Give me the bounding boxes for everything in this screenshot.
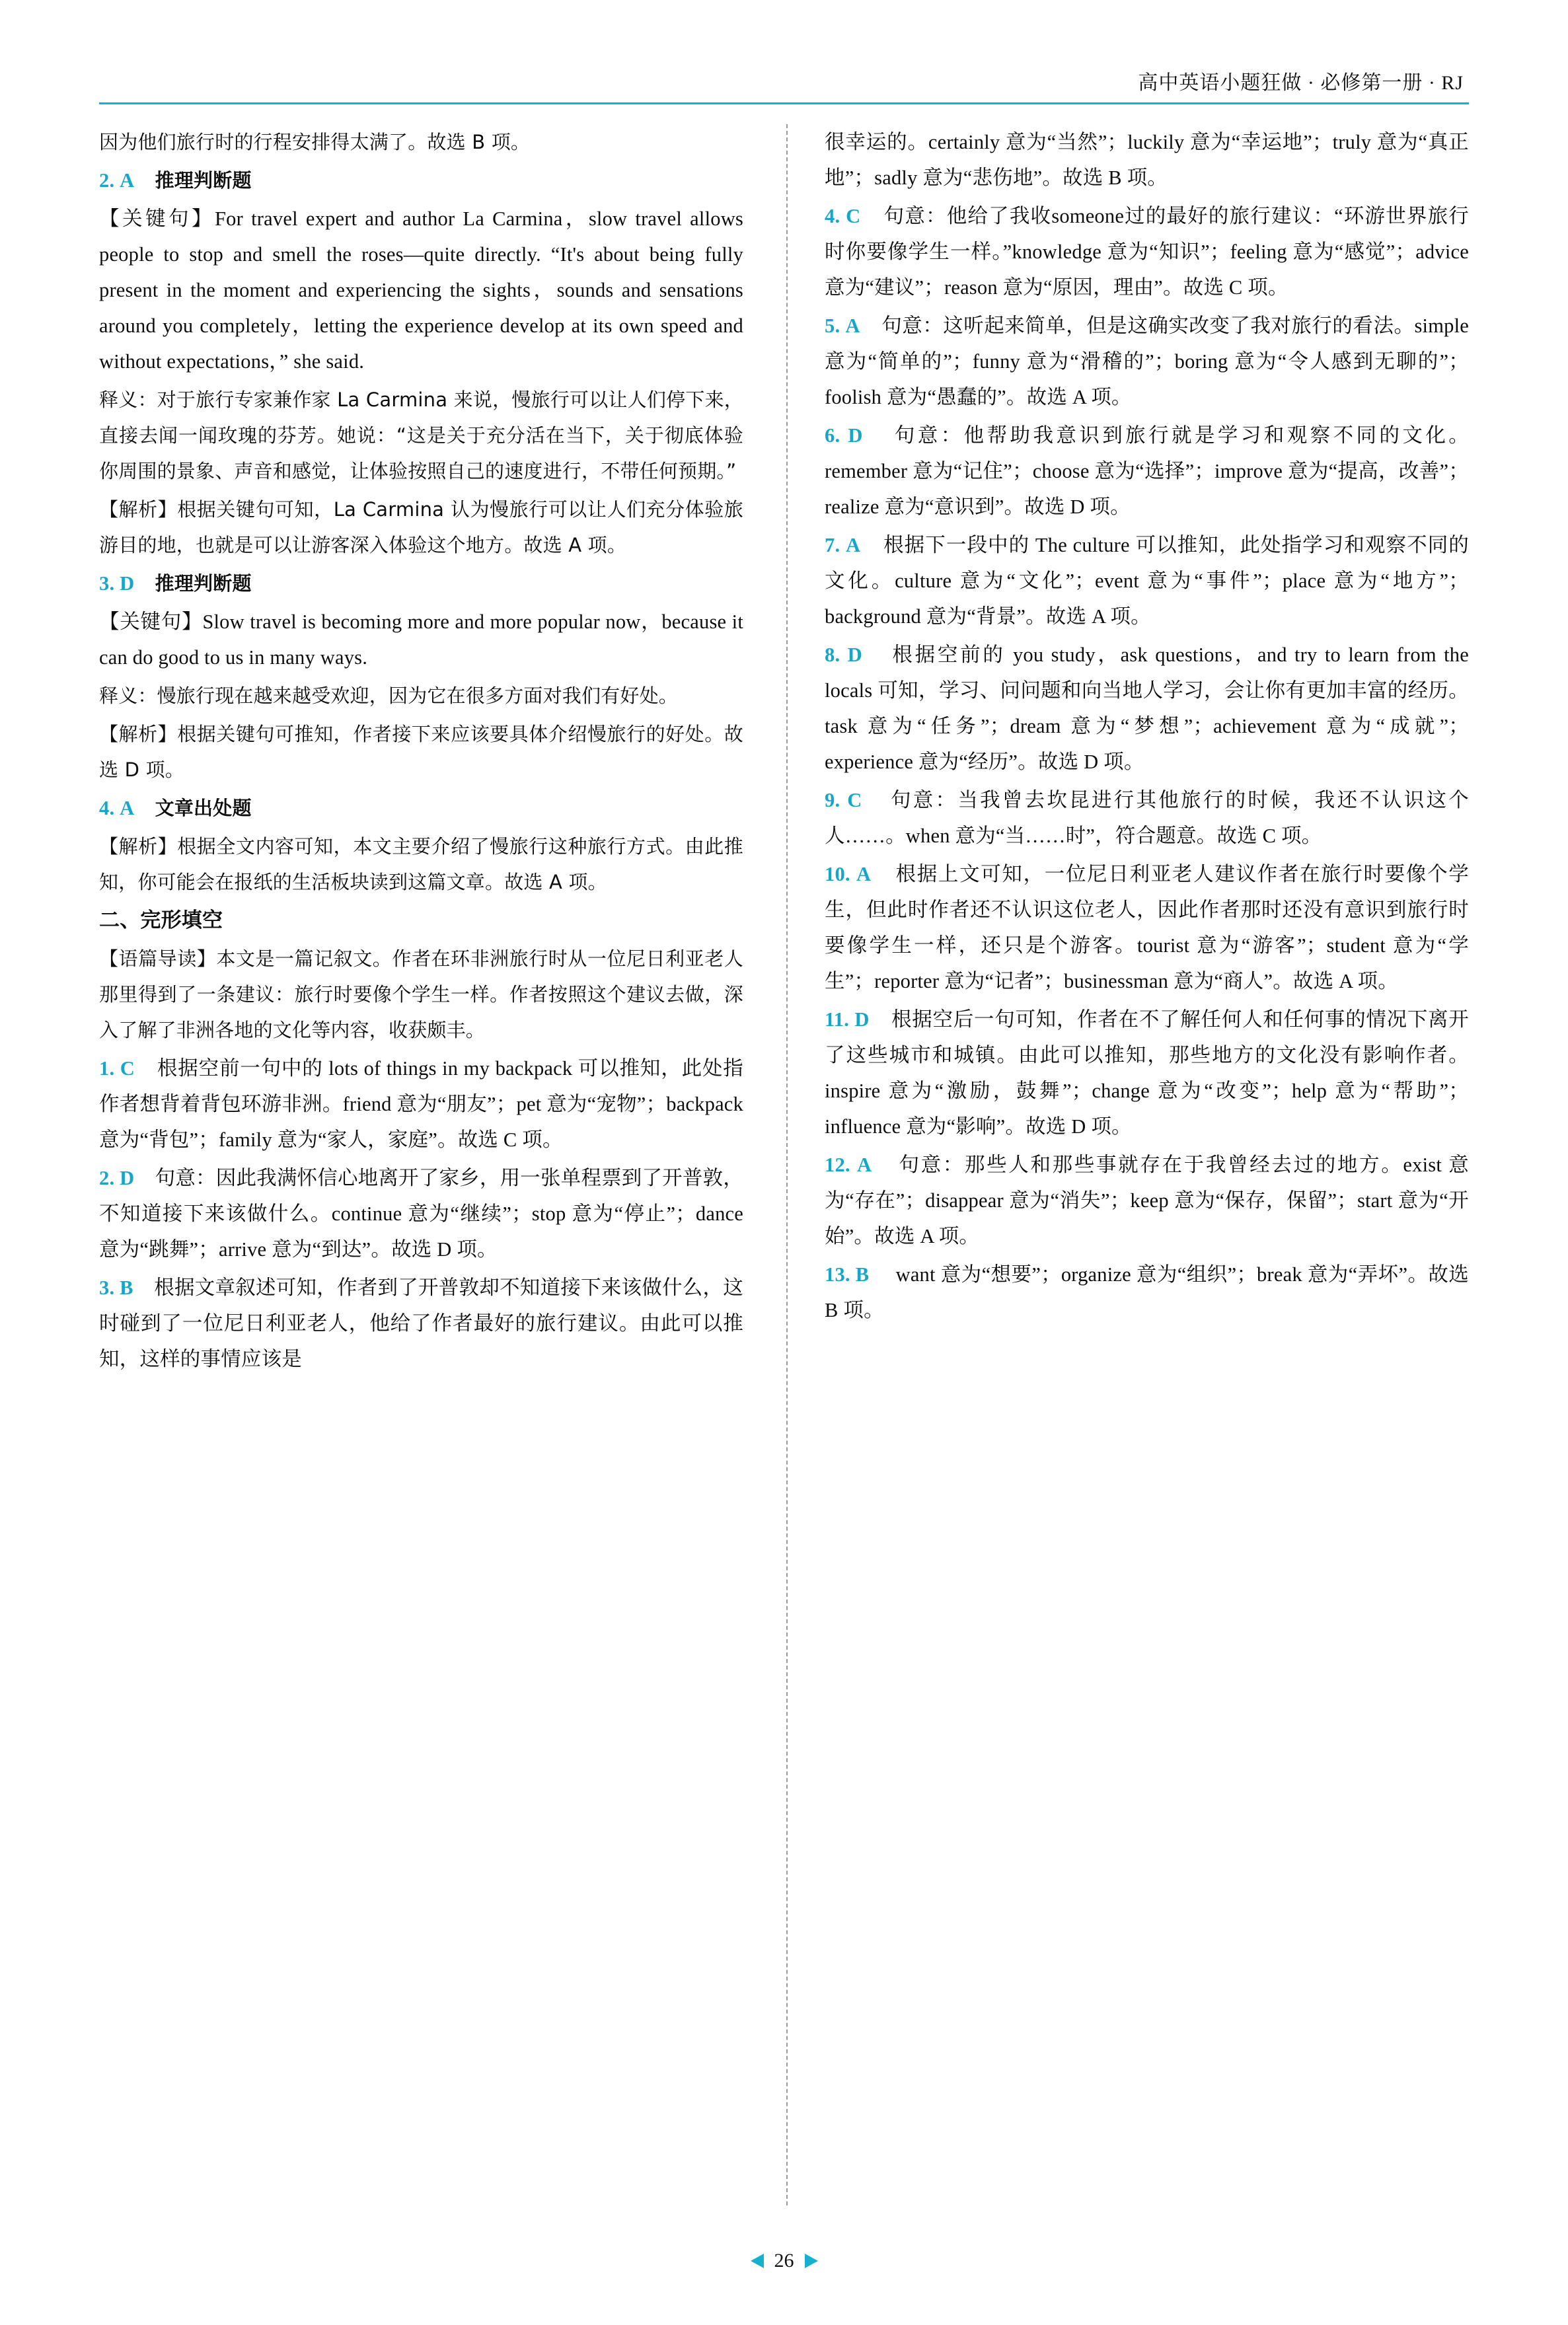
header-divider-rule	[99, 102, 1469, 104]
answer-heading: 13. B want 意为“想要”；organize 意为“组织”；break 意为“弄坏”。故选 B 项。	[825, 1263, 1469, 1321]
analysis: 【解析】根据关键句可推知，作者接下来应该要具体介绍慢旅行的好处。故选 D 项。	[99, 723, 743, 781]
answer-heading: 7. A 根据下一段中的 The culture 可以推知，此处指学习和观察不同的文化。culture 意为“文化”；event 意为“事件”；place 意为“地方”；background 意为“背景”。故选 A 项。	[825, 534, 1469, 628]
page-footer	[0, 2250, 1568, 2280]
answer-heading: 5. A 句意：这听起来简单，但是这确实改变了我对旅行的看法。simple 意为“简单的”；funny 意为“滑稽的”；boring 意为“令人感到无聊的”；foolish 意为“愚蠢的”。故选 A 项。	[825, 314, 1469, 408]
translation: 释义：对于旅行专家兼作家 La Carmina 来说，慢旅行可以让人们停下来，直接去闻一闻玫瑰的芬芳。她说：“这是关于充分活在当下，关于彻底体验你周围的景象、声音和感觉，让体验按照自己的速度进行，不带任何预期。”	[99, 388, 743, 482]
answer-heading: 10. A 根据上文可知，一位尼日利亚老人建议作者在旅行时要像个学生，但此时作者还不认识这位老人，因此作者那时还没有意识到旅行时要像学生一样，还只是个游客。tourist 意为“游客”；student 意为“学生”；reporter 意为“记者”；businessman 意为“商人”。故选 A 项。	[825, 863, 1469, 992]
answer-heading: 4. C 句意：他给了我收someone过的最好的旅行建议：“环游世界旅行时你要像学生一样。”knowledge 意为“知识”；feeling 意为“感觉”；advice 意为“建议”；reason 意为“原因，理由”。故选 C 项。	[825, 205, 1469, 299]
answer-heading: 2. D 句意：因此我满怀信心地离开了家乡，用一张单程票到了开普敦，不知道接下来该做什么。continue 意为“继续”；stop 意为“停止”；dance 意为“跳舞”；arrive 意为“到达”。故选 D 项。	[99, 1167, 743, 1261]
passage-guide: 【语篇导读】本文是一篇记叙文。作者在环非洲旅行时从一位尼日利亚老人那里得到了一条建议：旅行时要像个学生一样。作者按照这个建议去做，深入了解了非洲各地的文化等内容，收获颇丰。	[99, 947, 743, 1041]
page-header	[99, 63, 1469, 104]
answer-heading: 12. A 句意：那些人和那些事就存在于我曾经去过的地方。exist 意为“存在”；disappear 意为“消失”；keep 意为“保存，保留”；start 意为“开始”。故选 A 项。	[825, 1154, 1469, 1247]
key-sentence: 【关键句】Slow travel is becoming more and more popular now，because it can do good to us in many ways.	[99, 610, 743, 669]
book-title: 高中英语小题狂做 · 必修第一册 · RJ	[1138, 72, 1464, 94]
right-column	[825, 124, 1469, 2212]
answer-heading	[825, 1407, 1469, 1443]
answer-heading: 3. D 推理判断题	[99, 572, 252, 595]
translation: 释义：慢旅行现在越来越受欢迎，因为它在很多方面对我们有好处。	[99, 684, 679, 707]
answer-heading: 11. D 根据空后一句可知，作者在不了解任何人和任何事的情况下离开了这些城市和城镇。由此可以推知，那些地方的文化没有影响作者。inspire 意为“激励，鼓舞”；change 意为“改变”；help 意为“帮助”；influence 意为“影响”。故选 D 项。	[825, 1008, 1469, 1138]
left-column	[99, 124, 743, 2212]
key-sentence: 【关键句】For travel expert and author La Carmina，slow travel allows people to stop and smell the roses—quite directly. “It's about being fully present in the moment and experiencing the sights，sounds and sensations around you completely，letting the experience develop at its own speed and without expectations，” she said.	[99, 207, 743, 373]
analysis: 【解析】根据全文内容可知，本文主要介绍了慢旅行这种旅行方式。由此推知，你可能会在报纸的生活板块读到这篇文章。故选 A 项。	[99, 835, 743, 893]
answer-heading: 9. C 句意：当我曾去坎昆进行其他旅行的时候，我还不认识这个人……。when 意为“当……时”，符合题意。故选 C 项。	[825, 789, 1469, 847]
answer-heading: 8. D 根据空前的 you study，ask questions，and try to learn from the locals 可知，学习、问问题和向当地人学习，会让你有更加丰富的经历。task 意为“任务”；dream 意为“梦想”；achievement 意为“成就”；experience 意为“经历”。故选 D 项。	[825, 644, 1469, 773]
answer-heading	[825, 1369, 1469, 1405]
page-number: 26	[774, 2250, 794, 2271]
answer-heading: 4. A 文章出处题	[99, 797, 252, 819]
answer-heading	[825, 1331, 1469, 1366]
answer-heading: 2. A 推理判断题	[99, 169, 252, 192]
paragraph: 因为他们旅行时的行程安排得太满了。故选 B 项。	[99, 131, 531, 153]
section-heading: 二、完形填空	[99, 908, 223, 932]
triangle-right-icon	[805, 2254, 818, 2268]
paragraph: 很幸运的。certainly 意为“当然”；luckily 意为“幸运地”；truly 意为“真正地”；sadly 意为“悲伤地”。故选 B 项。	[825, 131, 1469, 189]
answer-heading: 6. D 句意：他帮助我意识到旅行就是学习和观察不同的文化。remember 意为“记住”；choose 意为“选择”；improve 意为“提高，改善”；realize 意为“意识到”。故选 D 项。	[825, 424, 1469, 518]
two-column-body	[99, 124, 1469, 2212]
answer-heading: 3. B 根据文章叙述可知，作者到了开普敦却不知道接下来该做什么，这时碰到了一位尼日利亚老人，他给了作者最好的旅行建议。由此可以推知，这样的事情应该是	[99, 1276, 743, 1370]
analysis: 【解析】根据关键句可知，La Carmina 认为慢旅行可以让人们充分体验旅游目的地，也就是可以让游客深入体验这个地方。故选 A 项。	[99, 498, 743, 556]
column-divider	[786, 124, 789, 2205]
answer-heading: 1. C 根据空前一句中的 lots of things in my backpack 可以推知，此处指作者想背着背包环游非洲。friend 意为“朋友”；pet 意为“宠物”；backpack 意为“背包”；family 意为“家人，家庭”。故选 C 项。	[99, 1057, 743, 1151]
triangle-left-icon	[751, 2254, 764, 2268]
